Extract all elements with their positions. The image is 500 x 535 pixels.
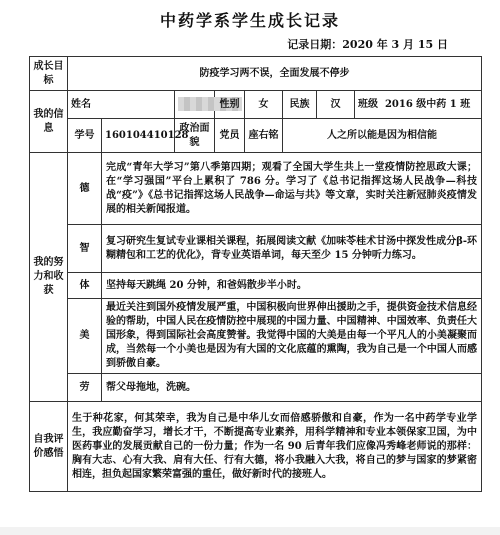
ethnicity-label: 民族 <box>283 91 317 119</box>
goal-label: 成长目标 <box>30 57 68 91</box>
class-cell <box>355 91 482 119</box>
effort-row-zhi <box>30 225 482 273</box>
self-eval-row <box>30 402 482 492</box>
document-title: 中药学系学生成长记录 <box>159 11 340 30</box>
effort-label-lao: 劳 <box>68 374 102 402</box>
id-label: 学号 <box>68 119 102 153</box>
effort-text-de: 完成“青年大学习”第八季第四期；观看了全国大学生共上一堂疫情防控思政大课；在“学习强国”平台上累积了 786 分。学习了《总书记指挥这场人民战争—科技战“疫”》《总书记指挥这场人民战争—命运与共》等文章，实时关注新冠肺炎疫情发展的相关新闻报道。 <box>102 153 482 225</box>
effort-text-lao: 帮父母拖地，洗碗。 <box>102 374 482 402</box>
info-section-label: 我的信息 <box>30 91 68 153</box>
class-label: 班级 <box>358 98 378 110</box>
goal-text: 防疫学习两不误，全面发展不停步 <box>68 57 482 91</box>
effort-label-mei: 美 <box>68 299 102 374</box>
effort-row-mei <box>30 299 482 374</box>
id-value: 160104410128 <box>102 119 175 153</box>
ethnicity-value: 汉 <box>317 91 355 119</box>
self-eval-label: 自我评价感悟 <box>30 402 68 492</box>
effort-label-zhi: 智 <box>68 225 102 273</box>
growth-record-table <box>29 56 482 492</box>
effort-text-ti: 坚持每天跳绳 20 分钟，和爸妈散步半小时。 <box>102 273 482 299</box>
motto-value: 人之所以能是因为相信能 <box>283 119 482 153</box>
name-label: 姓名 <box>68 91 175 119</box>
effort-label-ti: 体 <box>68 273 102 299</box>
self-eval-text: 生于种花家，何其荣幸，我为自己是中华儿女而倍感骄傲和自豪，作为一名中药学专业学生，我应勤奋学习，增长才干，不断提高专业素养，用科学精神和专业本领保家卫国，为中医药事业的发展贡献自己的一份力量；作为一名 90 后青年我们应像冯秀峰老师说的那样：胸有大志、心有大我、肩有大任、行有大德，将小我融入大我，将自己的梦与国家的梦紧密相连，担负起国家繁荣富强的重任，做好新时代的接班人。 <box>68 402 482 492</box>
info-row-1 <box>30 91 482 119</box>
effort-row-de <box>30 153 482 225</box>
effort-row-ti <box>30 273 482 299</box>
effort-label-de: 德 <box>68 153 102 225</box>
motto-label: 座右铭 <box>245 119 283 153</box>
goal-row <box>30 57 482 91</box>
political-label: 政治面貌 <box>175 119 215 153</box>
name-value <box>175 91 215 119</box>
info-row-2 <box>30 119 482 153</box>
record-date: 记录日期：2020 年 3 月 15 日 <box>287 38 448 51</box>
efforts-section-label: 我的努力和收获 <box>30 153 68 402</box>
effort-text-mei: 最近关注到国外疫情发展严重，中国积极向世界伸出援助之手，提供资金技术信息经验的帮助，中国人民在疫情防控中展现的中国力量、中国精神、中国效率、负责任大国形象，得到国际社会高度赞誉。我觉得中国的大美是由每一个平凡人的小美凝聚而成，当然每一个小美也是因为有大国的文化底蕴的熏陶，我为自己是一个中国人而感到骄傲自豪。 <box>102 299 482 374</box>
gender-label: 性别 <box>215 91 245 119</box>
effort-text-zhi: 复习研究生复试专业课相关课程，拓展阅读文献《加味苓桂术甘汤中探发性成分β-环糊精包和工艺的优化》，背专业英语单词，每天至少 15 分钟听力练习。 <box>102 225 482 273</box>
gender-value: 女 <box>245 91 283 119</box>
class-value: 2016 级中药 1 班 <box>384 98 471 110</box>
political-value: 党员 <box>215 119 245 153</box>
page-bottom-bar <box>0 527 500 535</box>
effort-row-lao <box>30 374 482 402</box>
